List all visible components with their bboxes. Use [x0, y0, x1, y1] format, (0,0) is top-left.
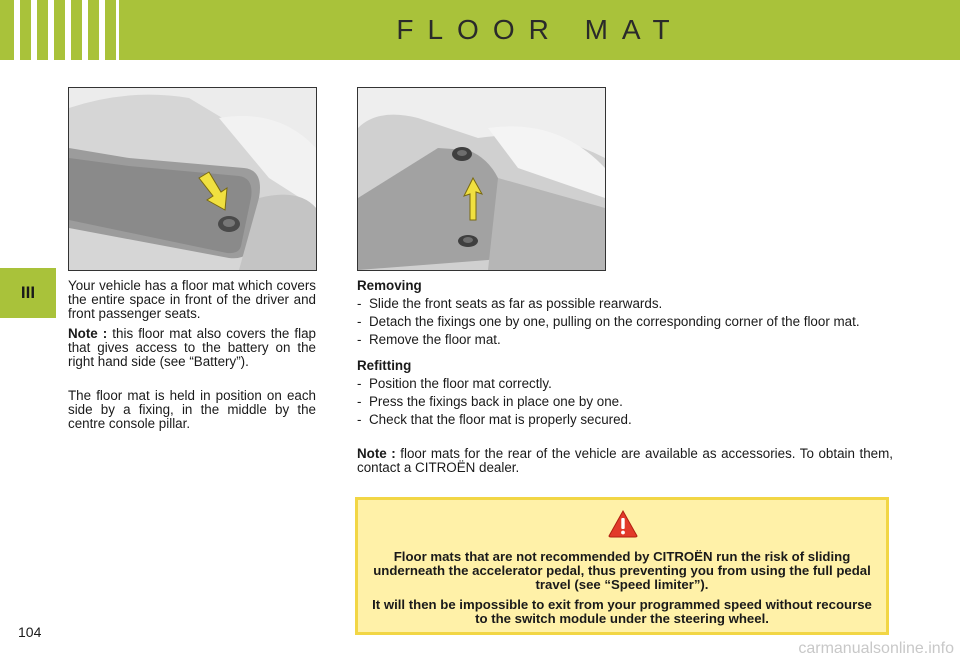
intro-paragraph: Your vehicle has a floor mat which covers the entire space in front of the driver and front passenger seats. [68, 278, 316, 321]
note-text: floor mats for the rear of the vehicle are available as accessories. To obtain them, contact a CITROËN dealer. [357, 446, 893, 475]
refitting-heading: Refitting [357, 358, 412, 373]
accessories-note [357, 447, 893, 475]
warning-triangle-icon [608, 510, 638, 538]
page-header [0, 0, 960, 60]
page-number: 104 [18, 624, 42, 640]
header-stripe [48, 0, 54, 60]
header-stripe [82, 0, 88, 60]
battery-note [68, 327, 316, 369]
header-stripe [31, 0, 37, 60]
right-column [357, 279, 893, 481]
list-item: - Detach the fixings one by one, pulling on the corresponding corner of the floor mat. [357, 315, 893, 329]
left-column [68, 279, 316, 437]
floor-mat-photo-right [357, 87, 606, 271]
note-text: this floor mat also covers the flap that gives access to the battery on the right hand side (see “Battery”). [68, 326, 316, 369]
fixing-paragraph: The floor mat is held in position on each side by a fixing, in the middle by the centre console pillar. [68, 388, 316, 431]
warning-paragraph: Floor mats that are not recommended by CITROËN run the risk of sliding underneath the accelerator pedal, thus preventing you from using the full pedal travel (see “Speed limiter”). [373, 549, 871, 592]
warning-box [355, 497, 889, 635]
header-stripe [14, 0, 20, 60]
header-stripe [116, 0, 119, 60]
list-item: - Position the floor mat correctly. [357, 377, 893, 391]
list-item: - Check that the floor mat is properly secured. [357, 413, 893, 427]
header-stripe [99, 0, 105, 60]
list-item: - Press the fixings back in place one by one. [357, 395, 893, 409]
removing-steps [357, 297, 893, 347]
removing-heading: Removing [357, 278, 422, 293]
page-title: FLOOR MAT [396, 14, 684, 45]
list-item: - Slide the front seats as far as possible rearwards. [357, 297, 893, 311]
watermark: carmanualsonline.info [798, 640, 954, 657]
header-stripe [65, 0, 71, 60]
note-label: Note : [357, 446, 396, 461]
refitting-steps [357, 377, 893, 427]
list-item: - Remove the floor mat. [357, 333, 893, 347]
floor-mat-photo-left [68, 87, 317, 271]
chapter-tab: III [0, 268, 56, 318]
warning-paragraph: It will then be impossible to exit from your programmed speed without recourse to the switch module under the steering wheel. [372, 597, 872, 626]
note-label: Note : [68, 326, 108, 341]
